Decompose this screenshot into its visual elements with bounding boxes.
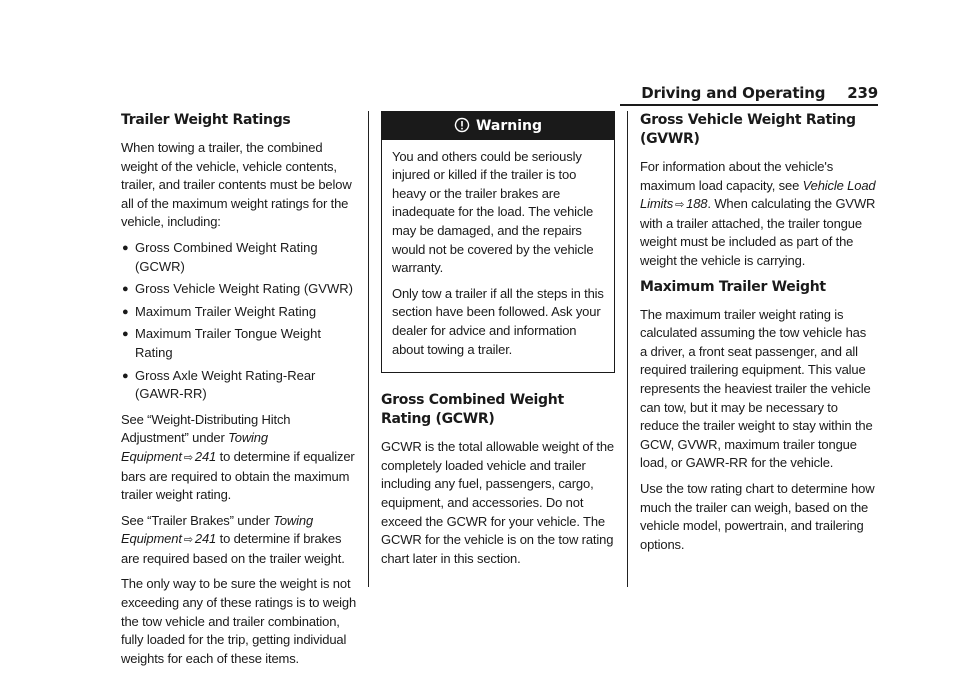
paragraph (121, 411, 357, 505)
list-item (121, 325, 357, 362)
page-number: 239 (847, 84, 878, 102)
warning-text: Only tow a trailer if all the steps in this section have been followed. Ask your dealer for advice and information about towing a trailer. (392, 285, 604, 357)
list-item-text: Maximum Trailer Tongue Weight Rating (135, 326, 321, 360)
paragraph: When towing a trailer, the combined weight of the vehicle, vehicle contents, trailer, and trailer contents must be below all of the maximum weight ratings for the vehicle, including: (121, 140, 352, 230)
text: See “Trailer Brakes” under (121, 512, 274, 528)
column-right (640, 111, 876, 561)
column-left (121, 111, 357, 675)
section-heading: Gross Combined Weight Rating (GCWR) (381, 392, 564, 428)
warning-icon (454, 117, 470, 133)
bullet-icon: ● (122, 283, 129, 296)
warning-title: Warning (475, 118, 543, 134)
list-item-text: Gross Vehicle Weight Rating (GVWR) (135, 281, 353, 297)
page-ref[interactable]: 241 (194, 448, 217, 464)
list-item-text: Gross Axle Weight Rating-Rear (GAWR-RR) (135, 367, 316, 402)
bullet-icon: ● (122, 305, 129, 318)
bullet-icon: ● (122, 241, 129, 254)
bullet-icon: ● (122, 328, 129, 341)
column-divider (627, 111, 628, 587)
running-header (641, 84, 878, 102)
page-ref-arrow-icon: ⇨ (183, 534, 193, 547)
text: to determine if brakes are required based on the trailer weight. (121, 531, 345, 566)
paragraph (121, 512, 357, 569)
page-ref[interactable]: 241 (194, 531, 217, 547)
warning-header (382, 112, 614, 140)
column-divider (368, 111, 369, 587)
warning-box (381, 111, 615, 373)
cross-reference-link[interactable]: Vehicle Load Limits (640, 177, 876, 212)
page-ref-arrow-icon: ⇨ (183, 451, 193, 464)
page-ref[interactable]: 188 (686, 196, 708, 212)
warning-text: You and others could be seriously injured or killed if the trailer is too heavy or the trailer brakes are inadequate for the load. The vehicle may be damaged, and the repairs would not be covered by the vehicle warranty. (392, 148, 594, 276)
list-item (121, 280, 357, 299)
section-heading: Maximum Trailer Weight (640, 278, 826, 295)
column-middle (381, 111, 615, 575)
text: For information about the vehicle's maximum load capacity, see (640, 159, 834, 193)
section-title: Driving and Operating (641, 84, 826, 102)
list-item (121, 367, 357, 404)
paragraph (640, 158, 876, 271)
text: See “Weight-Distributing Hitch Adjustment” under (121, 411, 291, 446)
list-item (121, 303, 357, 322)
paragraph: The maximum trailer weight rating is calculated assuming the tow vehicle has a driver, a front seat passenger, and all required trailering equipment. This value represents the heaviest trailer the vehicle can tow, but it may be necessary to reduce the trailer weight to stay within the GCW, GVWR, maximum trailer tongue load, or GAWR-RR for the vehicle. (640, 306, 873, 471)
list-item (121, 239, 357, 276)
text: to determine if equalizer bars are required to obtain the maximum trailer weight rating. (121, 448, 355, 503)
page-ref-arrow-icon: ⇨ (675, 199, 685, 212)
cross-reference-link[interactable]: Towing Equipment (121, 512, 314, 547)
list-item-text: Maximum Trailer Weight Rating (135, 303, 317, 319)
paragraph: GCWR is the total allowable weight of the completely loaded vehicle and trailer including any fuel, passengers, cargo, equipment, and accessories. Do not exceed the GCWR for your vehicle. The GCWR for the vehicle is on the tow rating chart later in this section. (381, 439, 615, 566)
header-rule (620, 104, 878, 106)
list-item-text: Gross Combined Weight Rating (GCWR) (135, 239, 318, 274)
text: . When calculating the GVWR with a trailer attached, the trailer tongue weight must be included as part of the weight the vehicle is carrying. (640, 196, 876, 268)
paragraph: Use the tow rating chart to determine how much the trailer can weigh, based on the vehicle model, powertrain, and trailering options. (640, 480, 875, 552)
cross-reference-link[interactable]: Towing Equipment (121, 430, 268, 464)
ratings-list (121, 239, 357, 404)
warning-body (382, 140, 614, 373)
bullet-icon: ● (122, 369, 129, 382)
section-heading: Gross Vehicle Weight Rating (GVWR) (640, 112, 856, 147)
paragraph: The only way to be sure the weight is not exceeding any of these ratings is to weigh the tow vehicle and trailer combination, fully loaded for the trip, getting individual weights for each of these items. (121, 576, 357, 666)
section-heading: Trailer Weight Ratings (121, 112, 291, 128)
